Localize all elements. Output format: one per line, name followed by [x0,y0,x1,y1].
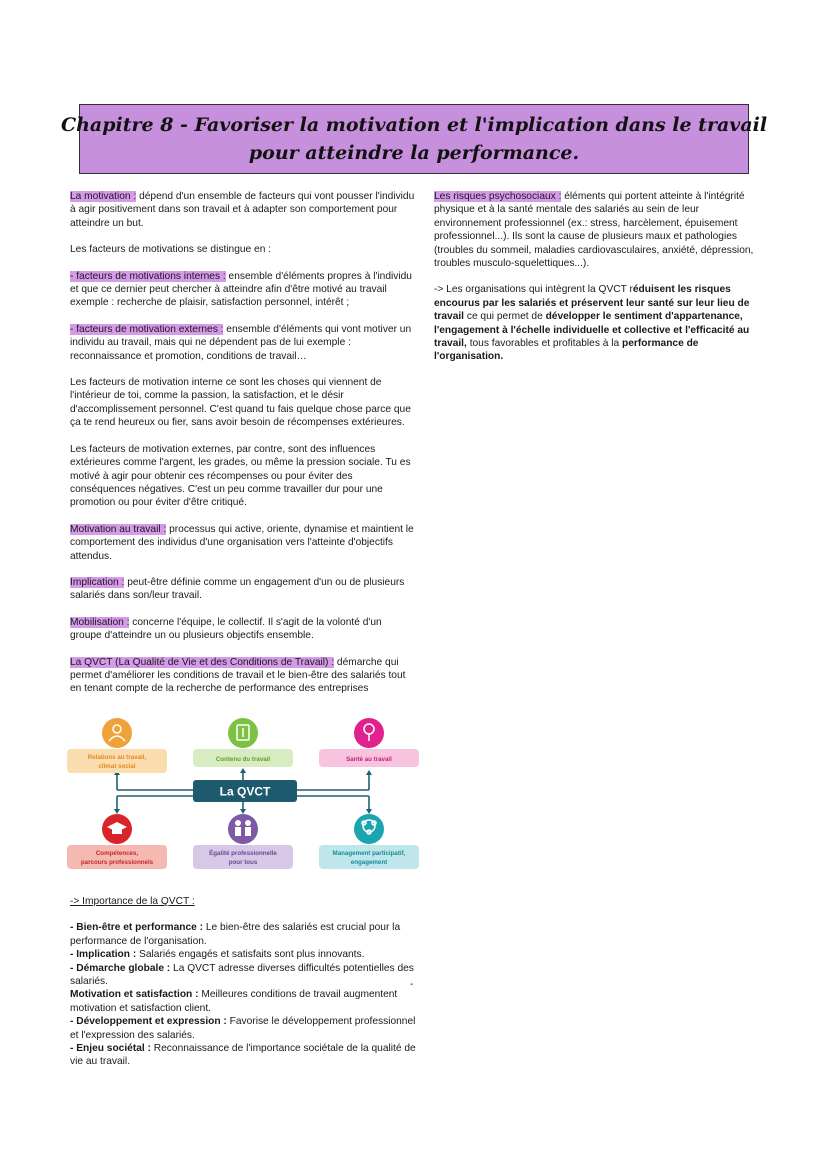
motivation-term: La motivation : [70,191,137,202]
internes-term: - facteurs de motivations internes : [70,270,226,282]
qvct-benefits-3: ce qui permet de [464,311,546,323]
rps-term: Les risques psychosociaux : [434,191,562,202]
facteurs-intro: Les facteurs de motivations se distingue en : [70,244,272,256]
node-competences [67,814,167,869]
left-column [70,190,416,709]
node-contenu-label: Contenu du travail [215,756,271,763]
motivation-travail-definition [70,523,416,563]
mobilisation-definition [70,616,416,643]
rps-def-text: éléments qui portent atteinte à l'intégrité physique et à la santé mentale des salariés au sein de leur environnement professionnel (ex.: stress, harcèlement, épuisement professionnel...). Ils sont la cause de plusieurs maux et pathologies (troubles du sommeil, maladies cardiovasculaires, anxiété, dépression, troubles musculo-squelettiques...). [434,191,754,270]
node-relations-label-2: climat social [98,763,136,770]
motivation-travail-term: Motivation au travail : [70,523,167,535]
node-contenu [193,718,293,767]
implication-definition [70,576,416,603]
externes-term: - facteurs de motivation externes : [70,323,224,335]
importance-item-text: Le bien-être des salariés est crucial pour la performance de l'organisation. [70,922,401,947]
node-egalite-label-2: pour tous [228,859,258,866]
right-column [434,190,766,377]
qvct-benefits-5: tous favorables et profitables à la [466,338,623,350]
importance-item [70,1042,420,1069]
importance-item-text: Favorise le développement professionnel et l'expression des salariés. [70,1016,416,1041]
qvct-term: La QVCT (La Qualité de Vie et des Conditions de Travail) : [70,656,335,668]
paragraph-interne: Les facteurs de motivation interne ce sont les choses qui viennent de l'intérieur de toi, comme la passion, la satisfaction, et le désir d'accomplissement personnel. C'est quand tu fais quelque chose parce que ça te rend heureux ou fier, sans avoir besoin de récompenses extérieures. [70,377,411,429]
qvct-benefits-4: développer le sentiment d'appartenance, l'engagement à l'échelle individuelle et collective et l'efficacité au travail, [434,311,750,350]
chapter-title-box [60,104,768,174]
implication-term: Implication : [70,576,125,588]
externes-definition [70,323,416,363]
node-relations-label-1: Relations au travail, [87,754,147,761]
importance-item-text: Salariés engagés et satisfaits sont plus innovants. [136,949,365,961]
chapter-title-line-2: pour atteindre la performance. [248,142,580,164]
importance-item-label: - Développement et expression : [70,1016,227,1028]
node-egalite-label-1: Égalité professionnelle [209,850,277,857]
importance-item-text: La QVCT adresse diverses difficultés potentielles des salariés. [70,962,414,988]
node-relations [67,718,167,773]
node-sante-label: Santé au travail [346,756,392,763]
node-competences-label-2: parcours professionnels [80,859,154,866]
paragraph-externe: Les facteurs de motivation externes, par contre, sont des influences extérieures comme l'argent, les grades, ou même la pression sociale. Tu es motivé à agir pour obtenir ces récompenses ou pour éviter des conséquences négatives. C'est un peu comme travailler dur pour une promotion ou pour éviter d'être critiqué. [70,443,411,509]
importance-item-text: Reconnaissance de l'importance sociétale de la qualité de vie au travail. [70,1043,416,1068]
node-management-label-2: engagement [350,859,388,866]
importance-item-label: - Bien-être et performance : [70,922,204,934]
qvct-center-label: La QVCT [219,784,271,799]
importance-heading: -> Importance de la QVCT : [70,896,195,907]
importance-list [70,921,420,1068]
importance-item [70,1015,420,1042]
importance-item-label: Motivation et satisfaction : [70,989,199,1001]
node-egalite [193,814,293,869]
motivation-travail-def-text: processus qui active, oriente, dynamise et maintient le comportement des individus d'une organisation vers l'atteinte d'objectifs attendus. [70,523,414,562]
mobilisation-term: Mobilisation : [70,616,130,628]
stray-dash: - [410,979,414,990]
importance-item [70,962,420,989]
motivation-def-text: dépend d'un ensemble de facteurs qui vont pousser l'individu à agir positivement dans son travail et à adapter son comportement pour atteindre un but. [70,191,415,229]
importance-item-label: - Démarche globale : [70,962,171,974]
qvct-def-text: démarche qui permet d'améliorer les conditions de travail et le bien-être des salariés tout en tenant compte de la recherche de performance des entreprises [70,656,406,695]
externes-def-text: ensemble d'éléments qui vont motiver un individu au travail, mais qui ne dépendent pas de lui exemple : reconnaissance et promotion, conditions de travail… [70,323,412,362]
qvct-definition [70,656,416,696]
importance-item-text: Meilleures conditions de travail augmentent motivation et satisfaction client. [70,989,398,1014]
mobilisation-def-text: concerne l'équipe, le collectif. Il s'agit de la volonté d'un groupe d'atteindre un ou plusieurs objectifs ensemble. [70,616,382,642]
importance-item-label: - Implication : [70,949,137,961]
qvct-benefits-1: -> Les organisations qui intègrent la QVCT r [434,284,633,296]
internes-def-text: ensemble d'éléments propres à l'individu et que ce dernier peut chercher à atteindre afin d'être motivé au travail exemple : recherche de plaisir, satisfaction personnel, intérêt ; [70,270,412,309]
importance-item-label: - Enjeu sociétal : [70,1043,151,1055]
internes-definition [70,270,416,310]
implication-def-text: peut-être définie comme un engagement d'un ou de plusieurs salariés dans son/leur travail. [70,576,405,602]
node-competences-label-1: Compétences, [95,850,139,857]
chapter-title-line-1: Chapitre 8 - Favoriser la motivation et l'implication dans le travail [60,114,768,136]
node-management [319,814,419,869]
importance-section [70,895,420,1069]
qvct-benefits [434,283,766,363]
node-management-label-1: Management participatif, [332,850,406,857]
rps-definition [434,190,766,270]
qvct-benefits-6: performance de l'organisation. [434,338,699,363]
qvct-benefits-2: éduisent les risques encourus par les salariés et préservent leur santé sur leur lieu de travail [434,284,750,323]
node-sante [319,718,419,767]
qvct-diagram [65,715,425,875]
importance-item [70,921,420,948]
motivation-definition [70,190,416,230]
importance-item [70,988,420,1015]
importance-item [70,948,420,961]
